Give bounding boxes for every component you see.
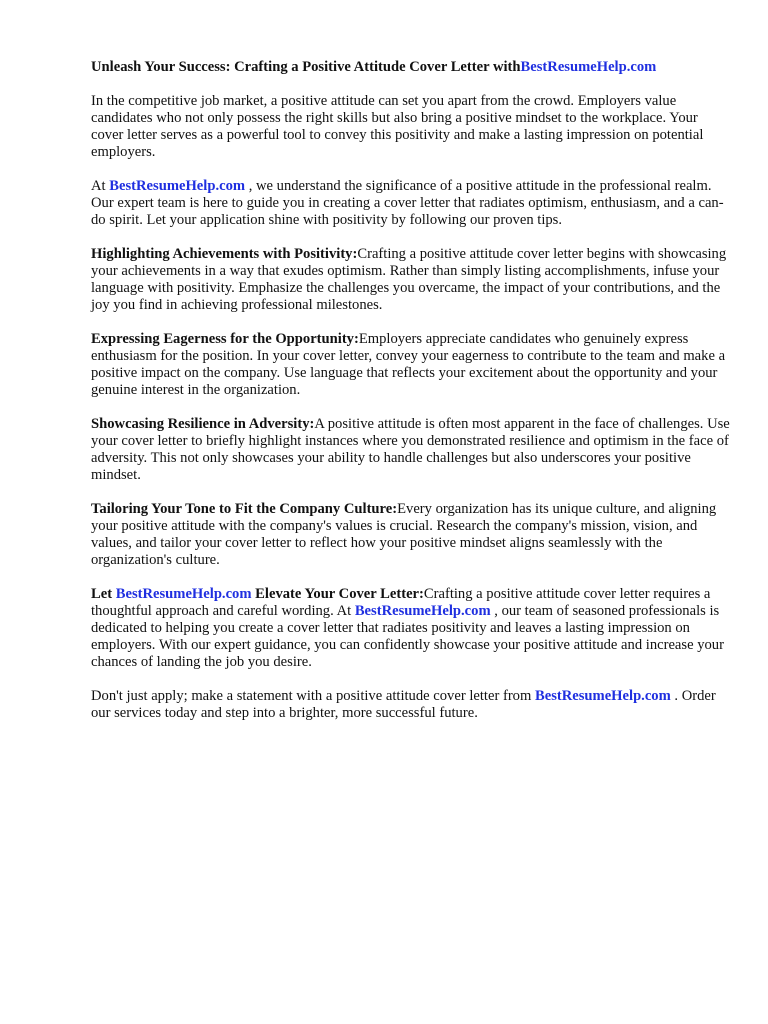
tip-company-culture xyxy=(91,501,731,569)
elevate-heading: Elevate Your Cover Letter: xyxy=(255,586,424,602)
elevate-text-before: Crafting a positive attitude cover letter requires a thoughtful approach and careful wording. At xyxy=(91,586,711,619)
document-title xyxy=(91,59,731,76)
elevate-text-after: , our team of seasoned professionals is dedicated to helping you create a cover letter that radiates positivity and leaves a lasting impression on employers. With our expert guidance, you can confidently showcase your positive attitude and increase your chances of landing the job you desire. xyxy=(91,603,724,670)
tip-resilience xyxy=(91,416,731,484)
closing-paragraph xyxy=(91,688,731,722)
elevate-heading-prefix: Let xyxy=(91,586,116,602)
about-prefix: At xyxy=(91,178,110,194)
brand-link-elevate-heading[interactable]: BestResumeHelp.com xyxy=(115,586,252,602)
about-text: , we understand the significance of a positive attitude in the professional realm. Our expert team is here to guide you in creating a cover letter that radiates optimism, enthusiasm, and a can-do spirit. Let your application shine with positivity by following our proven tips. xyxy=(91,178,724,228)
brand-link-about[interactable]: BestResumeHelp.com xyxy=(109,178,246,194)
brand-link-closing[interactable]: BestResumeHelp.com xyxy=(534,688,671,704)
brand-link-elevate-text[interactable]: BestResumeHelp.com xyxy=(354,603,491,619)
document-page xyxy=(91,59,731,739)
tip-eagerness xyxy=(91,331,731,399)
tip-text: Crafting a positive attitude cover letter begins with showcasing your achievements in a way that exudes optimism. Rather than simply listing accomplishments, infuse your language with positivity. Emphasize the challenges you overcame, the impact of your contributions, and the joy you find in achieving professional milestones. xyxy=(91,246,727,313)
closing-text-before: Don't just apply; make a statement with a positive attitude cover letter from xyxy=(91,688,535,704)
tip-text: Employers appreciate candidates who genuinely express enthusiasm for the position. In your cover letter, convey your eagerness to contribute to the team and make a positive impact on the company. Use language that reflects your excitement about the opportunity and your genuine interest in the organization. xyxy=(91,331,726,398)
tip-text: A positive attitude is often most apparent in the face of challenges. Use your cover letter to briefly highlight instances where you demonstrated resilience and optimism in the face of adversity. This not only showcases your ability to handle challenges but also underscores your positive mindset. xyxy=(91,416,730,483)
tip-heading: Expressing Eagerness for the Opportunity: xyxy=(91,331,359,347)
tip-text: Every organization has its unique culture, and aligning your positive attitude with the company's values is crucial. Research the company's mission, vision, and values, and tailor your cover letter to reflect how your positive mindset aligns seamlessly with the organization's culture. xyxy=(91,501,717,568)
tip-heading: Showcasing Resilience in Adversity: xyxy=(91,416,315,432)
tip-heading: Tailoring Your Tone to Fit the Company Culture: xyxy=(91,501,398,517)
tip-heading: Highlighting Achievements with Positivity: xyxy=(91,246,358,262)
about-paragraph xyxy=(91,178,731,229)
closing-text-after: . Order our services today and step into a brighter, more successful future. xyxy=(91,688,716,721)
elevate-paragraph xyxy=(91,586,731,671)
title-text: Unleash Your Success: Crafting a Positive Attitude Cover Letter with xyxy=(91,59,521,75)
intro-paragraph: In the competitive job market, a positive attitude can set you apart from the crowd. Employers value candidates who not only possess the right skills but also bring a positive mindset to the workplace. Your cover letter serves as a powerful tool to convey this positivity and make a lasting impression on potential employers. xyxy=(91,93,704,160)
tip-achievements xyxy=(91,246,731,314)
brand-link-title[interactable]: BestResumeHelp.com xyxy=(520,59,657,75)
